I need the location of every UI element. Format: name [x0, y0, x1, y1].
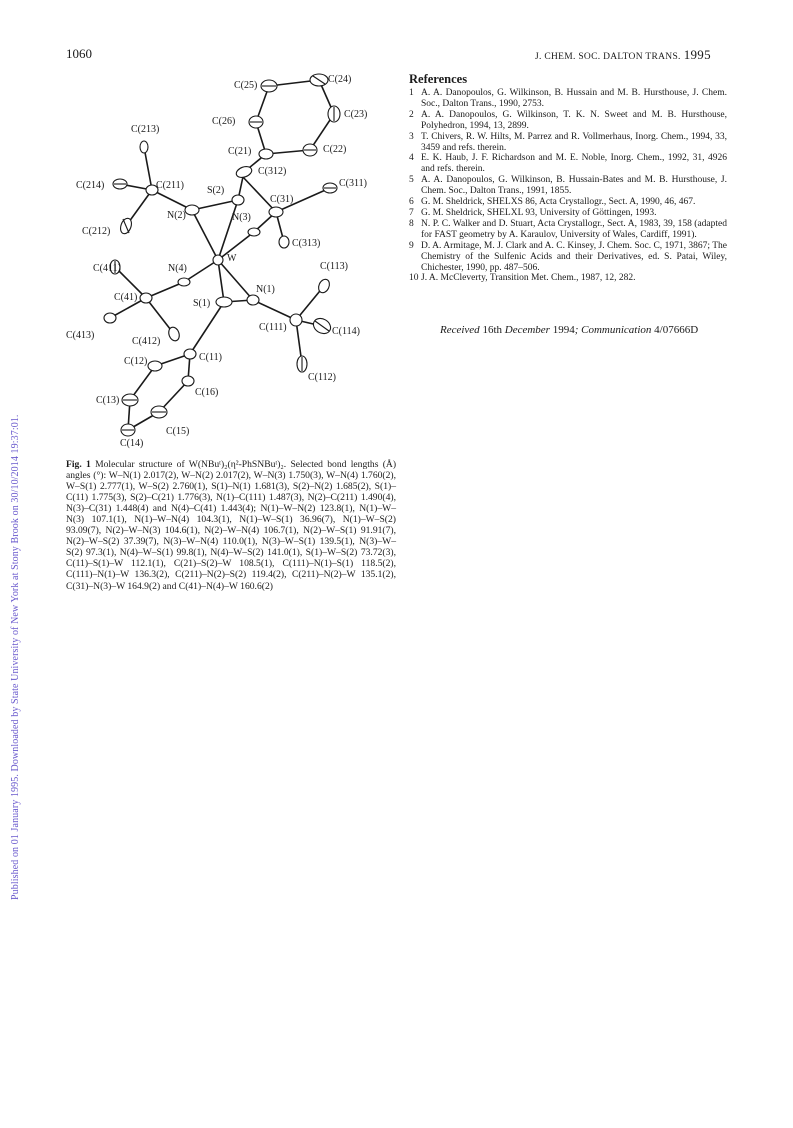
atom-label-n2: N(2): [167, 210, 186, 221]
reference-item: [409, 132, 727, 154]
atom-label-c211: C(211): [156, 180, 184, 191]
reference-item: [409, 88, 727, 110]
caption-label: Fig. 1: [66, 459, 91, 470]
reference-number: 6: [409, 197, 414, 208]
atom-label-n1: N(1): [256, 284, 275, 295]
ortep-diagram: [66, 64, 396, 452]
atom-label-n4: N(4): [168, 263, 187, 274]
reference-text: T. Chivers, R. W. Hilts, M. Parrez and R. Vollmerhaus, Inorg. Chem., 1994, 33, 3459 and refs. therein.: [421, 131, 727, 153]
caption-body: bond lengths (Å) angles (°): W–N(1) 2.017(2), W–N(2) 2.017(2), W–N(3) 1.750(3), W–N(4) 1.760(2), W–S(1) 2.777(1), W–S(2) 2.760(1), S(1)–N(1) 1.681(3), S(2)–N(2) 1.685(2), S(1)–C(11) 1.775(3), S(2)–C(21) 1.776(3), N(1)–C(111) 1.487(3), N(2)–C(211) 1.490(4), N(3)–C(31) 1.448(4) and N(4)–C(41) 1.443(4); N(1)–W–N(2) 123.8(1), N(1)–W–N(3) 107.1(1), N(1)–W–N(4) 104.3(1), N(1)–W–S(1) 36.96(7), N(1)–W–S(2) 93.09(7), N(2)–W–N(3) 104.6(1), N(2)–W–N(4) 106.7(1), N(2)–W–S(1) 91.91(7), N(2)–W–S(2) 37.39(7), N(3)–W–N(4) 110.0(1), N(3)–W–S(1) 139.5(1), N(3)–W–S(2) 97.3(1), N(4)–W–S(1) 99.8(1), N(4)–W–S(2) 141.0(1), S(1)–W–S(2) 73.72(3), C(11)–S(1)–W 112.1(1), C(21)–S(2)–W 108.5(1), C(111)–N(1)–S(1) 118.5(2), C(111)–N(1)–W 136.3(2), C(211)–N(2)–S(2) 119.4(2), C(211)–N(2)–W 135.1(2), C(31)–N(3)–W 164.9(2) and C(41)–N(4)–W 160.6(2): [66, 459, 397, 592]
references-list: [409, 88, 727, 284]
atom-label-w: W: [227, 253, 237, 264]
atom-label-c113: C(113): [320, 261, 348, 272]
atom-label-c41: C(41): [114, 292, 138, 303]
reference-number: 8: [409, 218, 414, 229]
reference-number: 5: [409, 175, 414, 186]
running-header: [535, 47, 711, 63]
download-watermark: [2, 180, 21, 900]
received-separator: ; Communication: [574, 324, 655, 336]
reference-number: 1: [409, 88, 414, 98]
atom-label-c12: C(12): [124, 356, 148, 367]
atom-label-c412: C(412): [132, 336, 161, 347]
reference-item: [409, 241, 727, 274]
molecular-structure-figure: [66, 64, 396, 452]
atom-label-c26: C(26): [212, 116, 236, 127]
atom-label-s2: S(2): [207, 185, 225, 196]
download-watermark-text: Published on 01 January 1995. Downloaded by State University of New York at Stony Brook on 30/10/2014 19:37:01.: [10, 414, 21, 900]
atom-label-c25: C(25): [234, 80, 258, 91]
atom-label-c212: C(212): [82, 226, 111, 237]
reference-item: [409, 110, 727, 132]
received-year: 1994: [552, 324, 575, 336]
reference-text: A. A. Danopoulos, G. Wilkinson, B. Hussain-Bates and M. B. Hursthouse, J. Chem. Soc., Dalton Trans., 1991, 1855.: [421, 175, 727, 197]
atom-label-c14: C(14): [120, 438, 144, 449]
references-heading: References: [409, 72, 468, 86]
atom-label-c23: C(23): [344, 109, 368, 120]
reference-text: G. M. Sheldrick, SHELXS 86, Acta Crystallogr., Sect. A, 1990, 46, 467.: [421, 197, 696, 208]
atom-label-c313: C(313): [292, 238, 321, 249]
received-month: December: [502, 324, 553, 336]
atom-label-n3: N(3): [232, 212, 251, 223]
atom-label-c21: C(21): [228, 146, 252, 157]
reference-number: 4: [409, 153, 414, 164]
journal-name: J. CHEM. SOC. DALTON TRANS.: [535, 52, 681, 62]
atom-label-c16: C(16): [195, 387, 219, 398]
communication-id: 4/07666D: [654, 324, 699, 336]
atom-label-s1: S(1): [193, 298, 211, 309]
figure-caption: [66, 459, 396, 592]
atom-label-c413: C(413): [66, 330, 95, 341]
atom-label-c214: C(214): [76, 180, 105, 191]
caption-title: Molecular structure of W(NBuᵗ)₂(η²-PhSNBuᵗ)₂. Selected: [95, 459, 323, 470]
reference-item: [409, 273, 727, 284]
atom-label-c15: C(15): [166, 426, 190, 437]
reference-text: J. A. McCleverty, Transition Met. Chem., 1987, 12, 282.: [421, 273, 636, 284]
page-number: 1060: [66, 46, 92, 61]
reference-item: [409, 153, 727, 175]
atom-label-c13: C(13): [96, 395, 120, 406]
atom-label-c112: C(112): [308, 372, 336, 383]
reference-item: [409, 175, 727, 197]
atom-label-c411: C(411): [93, 263, 121, 274]
reference-number: 2: [409, 109, 414, 120]
atom-label-c22: C(22): [323, 144, 347, 155]
reference-number: 7: [409, 207, 414, 218]
reference-text: G. M. Sheldrick, SHELXL 93, University of Göttingen, 1993.: [421, 207, 657, 218]
atom-label-c11: C(11): [199, 352, 222, 363]
references-section: [409, 72, 727, 284]
reference-item: [409, 208, 727, 219]
received-line: [440, 324, 698, 336]
received-day: 16th: [482, 324, 502, 336]
reference-item: [409, 219, 727, 241]
reference-number: 10: [409, 273, 419, 284]
atom-label-c111: C(111): [259, 322, 287, 333]
reference-number: 3: [409, 131, 414, 142]
atom-label-c312: C(312): [258, 166, 287, 177]
journal-year: 1995: [683, 47, 711, 62]
reference-item: [409, 197, 727, 208]
atom-label-c311: C(311): [339, 178, 367, 189]
atom-label-c213: C(213): [131, 124, 160, 135]
atom-label-c31: C(31): [270, 194, 294, 205]
reference-text: N. P. C. Walker and D. Stuart, Acta Crystallogr., Sect. A, 1983, 39, 158 (adapted for FAST geometry by A. Karaulov, University of Wales, Cardiff, 1991).: [421, 218, 727, 240]
reference-number: 9: [409, 240, 414, 251]
reference-text: A. A. Danopoulos, G. Wilkinson, B. Hussain and M. B. Hursthouse, J. Chem. Soc., Dalton Trans., 1990, 2753.: [421, 88, 727, 109]
atom-label-c24: C(24): [328, 74, 352, 85]
received-prefix: Received: [440, 324, 483, 336]
reference-text: E. K. Haub, J. F. Richardson and M. E. Noble, Inorg. Chem., 1992, 31, 4926 and refs. therein.: [421, 153, 727, 175]
atom-label-c114: C(114): [332, 326, 360, 337]
reference-text: A. A. Danopoulos, G. Wilkinson, T. K. N. Sweet and M. B. Hursthouse, Polyhedron, 1994, 13, 2899.: [421, 109, 727, 131]
reference-text: D. A. Armitage, M. J. Clark and A. C. Kinsey, J. Chem. Soc. C, 1971, 3867; The Chemistry of the Sulfenic Acids and their Derivatives, ed. S. Patai, Wiley, Chichester, 1990, pp. 487–506.: [421, 240, 727, 273]
